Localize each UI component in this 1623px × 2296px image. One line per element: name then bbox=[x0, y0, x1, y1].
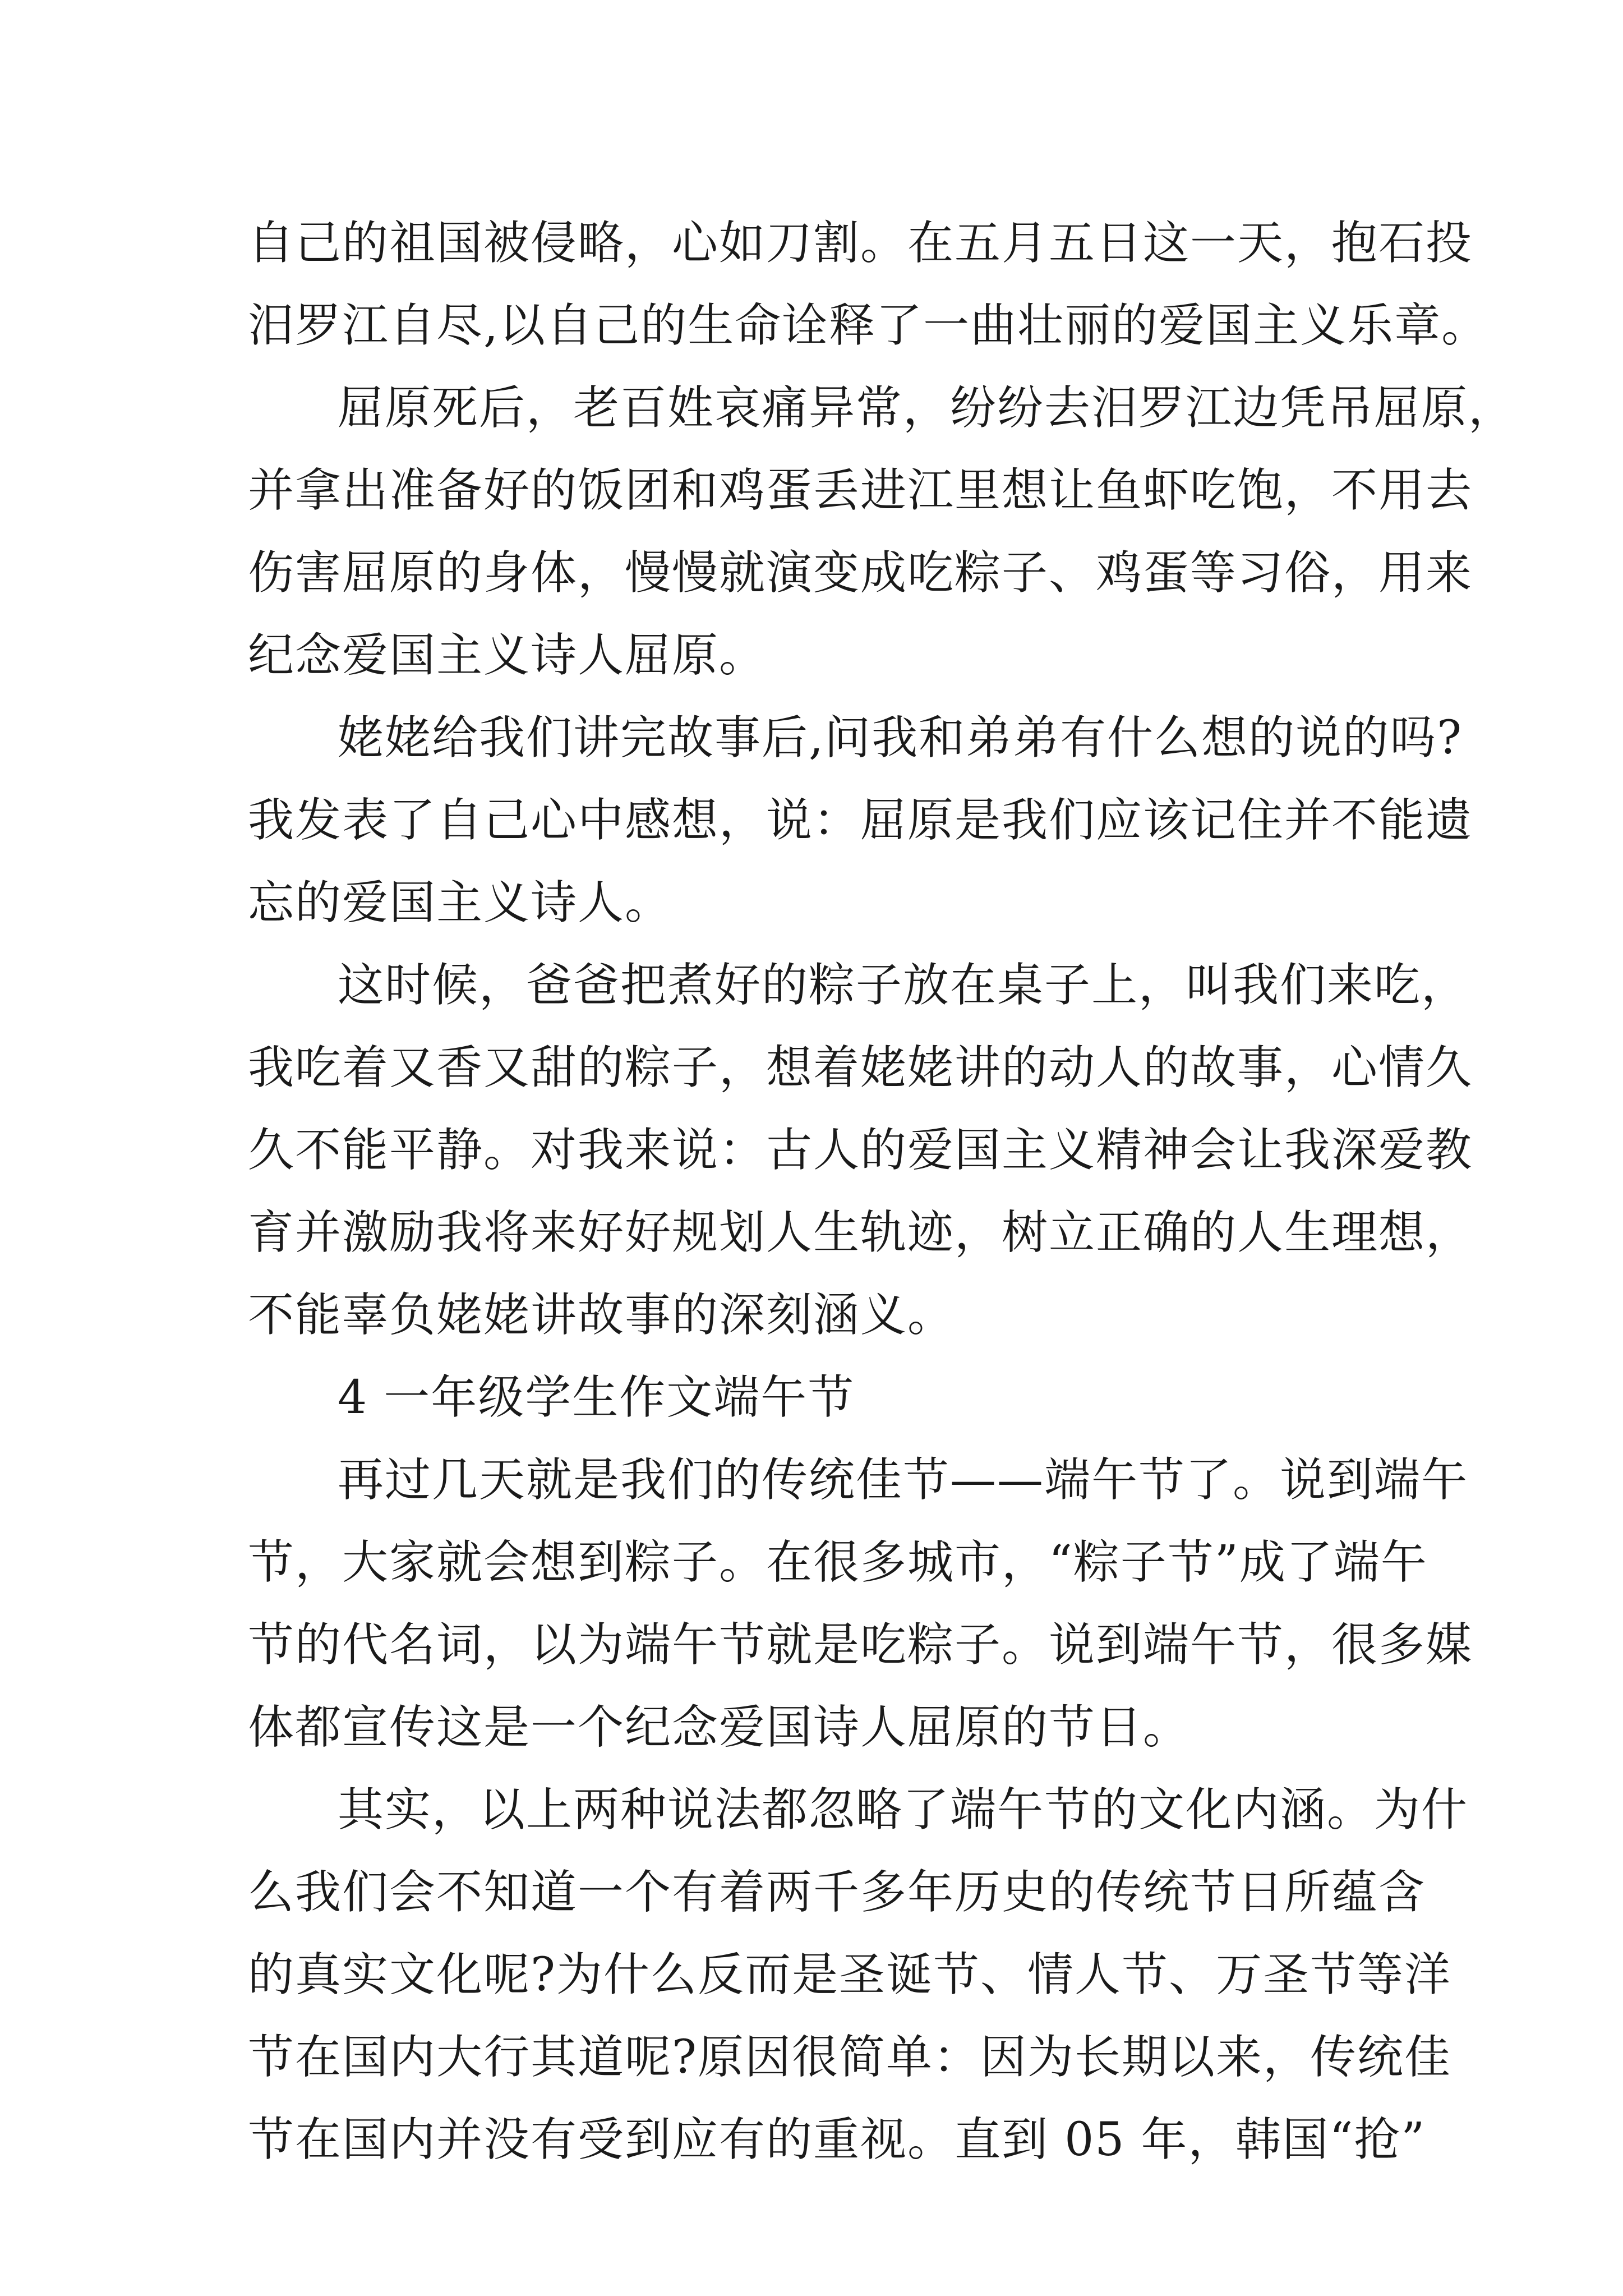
paragraph-start-line: 屈原死后，老百姓哀痛异常，纷纷去汨罗江边凭吊屈原， bbox=[338, 381, 1516, 435]
text-line: 纪念爱国主义诗人屈原。 bbox=[248, 629, 767, 682]
text-line: 我吃着又香又甜的粽子，想着姥姥讲的动人的故事，心情久 bbox=[248, 1041, 1473, 1094]
text-line: 并拿出准备好的饭团和鸡蛋丢进江里想让鱼虾吃饱，不用去 bbox=[248, 464, 1473, 517]
section-heading: 4 一年级学生作文端午节 bbox=[338, 1371, 855, 1424]
text-line: 伤害屈原的身体，慢慢就演变成吃粽子、鸡蛋等习俗，用来 bbox=[248, 546, 1473, 600]
paragraph-start-line: 姥姥给我们讲完故事后,问我和弟弟有什么想的说的吗? bbox=[338, 711, 1463, 765]
text-line: 自己的祖国被侵略，心如刀割。在五月五日这一天，抱石投 bbox=[248, 217, 1473, 270]
text-line: 节在国内大行其道呢?原因很简单：因为长期以来，传统佳 bbox=[248, 2031, 1451, 2084]
text-line: 体都宣传这是一个纪念爱国诗人屈原的节日。 bbox=[248, 1701, 1191, 1754]
body-text bbox=[248, 202, 1516, 2181]
text-line: 节，大家就会想到粽子。在很多城市，“粽子节”成了端午 bbox=[248, 1536, 1428, 1589]
paragraph-start-line: 其实，以上两种说法都忽略了端午节的文化内涵。为什 bbox=[338, 1783, 1469, 1837]
paragraph-start-line: 这时候，爸爸把煮好的粽子放在桌子上，叫我们来吃， bbox=[338, 959, 1469, 1012]
text-line: 汨罗江自尽,以自己的生命诠释了一曲壮丽的爱国主义乐章。 bbox=[248, 299, 1489, 352]
text-line: 我发表了自己心中感想，说：屈原是我们应该记住并不能遗 bbox=[248, 794, 1473, 847]
text-line: 久不能平静。对我来说：古人的爱国主义精神会让我深爱教 bbox=[248, 1124, 1473, 1177]
paragraph-start-line: 再过几天就是我们的传统佳节——端午节了。说到端午 bbox=[338, 1453, 1469, 1507]
text-line: 节在国内并没有受到应有的重视。直到 05 年，韩国“抢” bbox=[248, 2113, 1426, 2166]
text-line: 不能辜负姥姥讲故事的深刻涵义。 bbox=[248, 1289, 955, 1342]
text-line: 忘的爱国主义诗人。 bbox=[248, 876, 672, 930]
text-line: 的真实文化呢?为什么反而是圣诞节、情人节、万圣节等洋 bbox=[248, 1948, 1451, 2001]
text-line: 么我们会不知道一个有着两千多年历史的传统节日所蕴含 bbox=[248, 1866, 1426, 1919]
text-line: 节的代名词，以为端午节就是吃粽子。说到端午节，很多媒 bbox=[248, 1618, 1473, 1672]
text-line: 育并激励我将来好好规划人生轨迹，树立正确的人生理想， bbox=[248, 1206, 1473, 1259]
